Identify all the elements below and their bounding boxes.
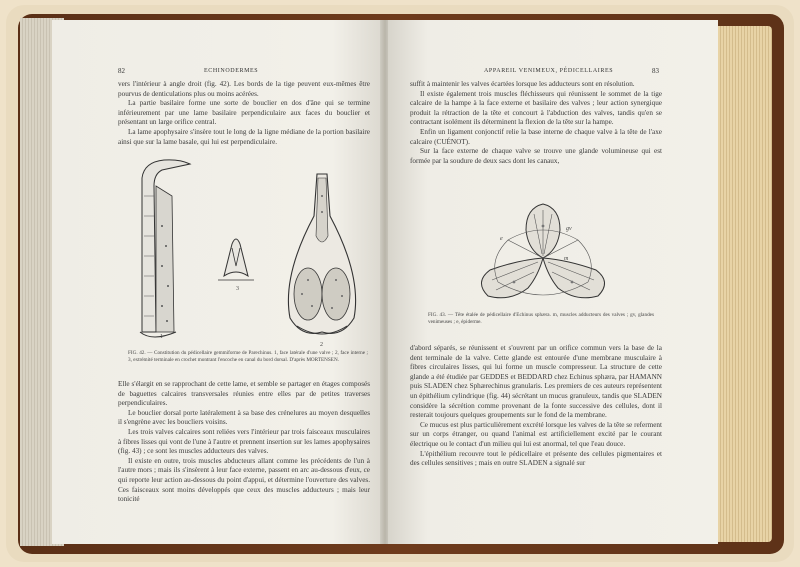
figure-42-label-1: 1	[160, 334, 163, 340]
paragraph: Il existe en outre, trois muscles abducteurs allant comme les précédents de l'un à l'autre mors ; mais ils s'insèrent à leur face externe, passent en arc au-dessous d'eux, ce qui reporte leur action au-dessous du point d'appui, et détermine l'ouverture des valves. Ces faisceaux sont moins développés que ceux des muscles adducteurs ; mais leur tonicité	[118, 456, 370, 504]
paragraph: Elle s'élargit en se rapprochant de cette lame, et semble se partager en étages composés de baguettes calcaires transversales réunies entre elles par de petites traverses perpendiculaires.	[118, 380, 370, 408]
figure-43-label-gv: gv	[566, 226, 572, 232]
figure-43-label-e: e	[500, 236, 503, 242]
left-text-bottom	[118, 380, 370, 505]
figure-42-label-3: 3	[236, 286, 239, 292]
figure-43-label-m: m	[564, 256, 569, 262]
paragraph: Le bouclier dorsal porte latéralement à sa base des crénelures au moyen desquelles il s'engrène avec les boucliers voisins.	[118, 408, 370, 427]
paragraph: Les trois valves calcaires sont reliées vers l'intérieur par trois faisceaux musculaires à fibres lisses qui vont de l'une à l'autre et prennent insertion sur les lames apophysaires (fig. 43) ; ce sont les muscles adducteurs des valves.	[118, 427, 370, 456]
right-running-head: APPAREIL VENIMEUX, PÉDICELLAIRES	[484, 68, 614, 74]
figure-42-drawing	[132, 156, 372, 346]
right-page	[388, 20, 718, 544]
figure-42-label-2: 2	[320, 342, 323, 348]
right-text-bottom	[410, 344, 662, 469]
paragraph: La lame apophysaire s'insère tout le long de la ligne médiane de la portion basilaire ainsi que sur la lame basale, qui lui est perpendiculaire.	[118, 127, 370, 146]
paragraph: La partie basilaire forme une sorte de bouclier en dos d'âne qui se termine inférieurement par une lame basilaire perpendiculaire aux faces du bouclier et présentant un large orifice central.	[118, 99, 370, 127]
left-page	[52, 20, 382, 544]
paragraph: Il existe également trois muscles fléchisseurs qui réunissent le sommet de la tige calcaire de la hampe à la face externe et basilaire des valves ; leur action synergique produit la rétraction de la tête et concourt à l'abduction des valves, tandis qu'en se contractant isolément ils déterminent la flexion de la tête sur la hampe.	[410, 89, 662, 127]
left-text-top	[118, 80, 370, 147]
figure-43-caption: FIG. 43. — Tête étalée de pédicellaire d'Echinus sphæra. m, muscles adducteurs des valves ; gv, glandes venimeuses ; e, épiderme.	[428, 312, 654, 325]
paragraph: Enfin un ligament conjonctif relie la base interne de chaque valve à la tête de l'axe calcaire (CUÉNOT).	[410, 127, 662, 146]
paragraph: Ce mucus est plus particulièrement excrété lorsque les valves de la tête se referment sur un corps étranger, ou quand l'animal est artificiellement excité par le courant électrique ou le contact d'un milieu qui lui est anormal, tel que l'eau douce.	[410, 420, 662, 448]
left-page-number: 82	[118, 67, 125, 75]
right-page-edges	[718, 26, 772, 542]
paragraph: suffit à maintenir les valves écartées lorsque les adducteurs sont en résolution.	[410, 80, 635, 88]
right-page-number: 83	[652, 67, 659, 75]
paragraph: L'épithélium recouvre tout le pédicellaire et présente des cellules pigmentaires et des cellules sensitives ; mais en outre SLADEN a signalé sur	[410, 449, 662, 468]
paragraph: Sur la face externe de chaque valve se trouve une glande volumineuse qui est formée par la soudure de deux sacs dont les canaux,	[410, 147, 662, 165]
paragraph: d'abord séparés, se réunissent et s'ouvrent par un orifice commun vers la base de la dent terminale de la valve. Cette glande est entourée d'une membrane musculaire à fibres circulaires lisses, qui lui forme un muscle compresseur. La structure de cette glande a été étudiée par GEDDES et BEDDARD chez Echinus sphæra, par HAMANN puis SLADEN chez Sphærechinus granularis. Les premiers de ces auteurs représentent un épithélium cylindrique (fig. 44) sécrétant un mucus granuleux, tandis que SLADEN considère la sécrétion comme provenant de la fonte successive des cellules, dont il resterait toujours quelques groupements sur le fond de la membrane.	[410, 344, 662, 420]
figure-42-caption: FIG. 42. — Constitution du pédicellaire gemmiforme de Parechinus. 1, face latérale d'une valve ; 2, face interne ; 3, extrémité terminale en crochet montrant l'encoche en canal du bord dorsal. D'après MORTENSEN.	[128, 350, 368, 363]
paragraph: vers l'intérieur à angle droit (fig. 42). Les bords de la tige peuvent eux-mêmes être pourvus de denticulations plus ou moins acérées.	[118, 80, 370, 98]
figure-43-drawing	[468, 200, 618, 308]
left-running-head: ECHINODERMES	[204, 68, 259, 74]
right-text-top	[410, 80, 662, 166]
